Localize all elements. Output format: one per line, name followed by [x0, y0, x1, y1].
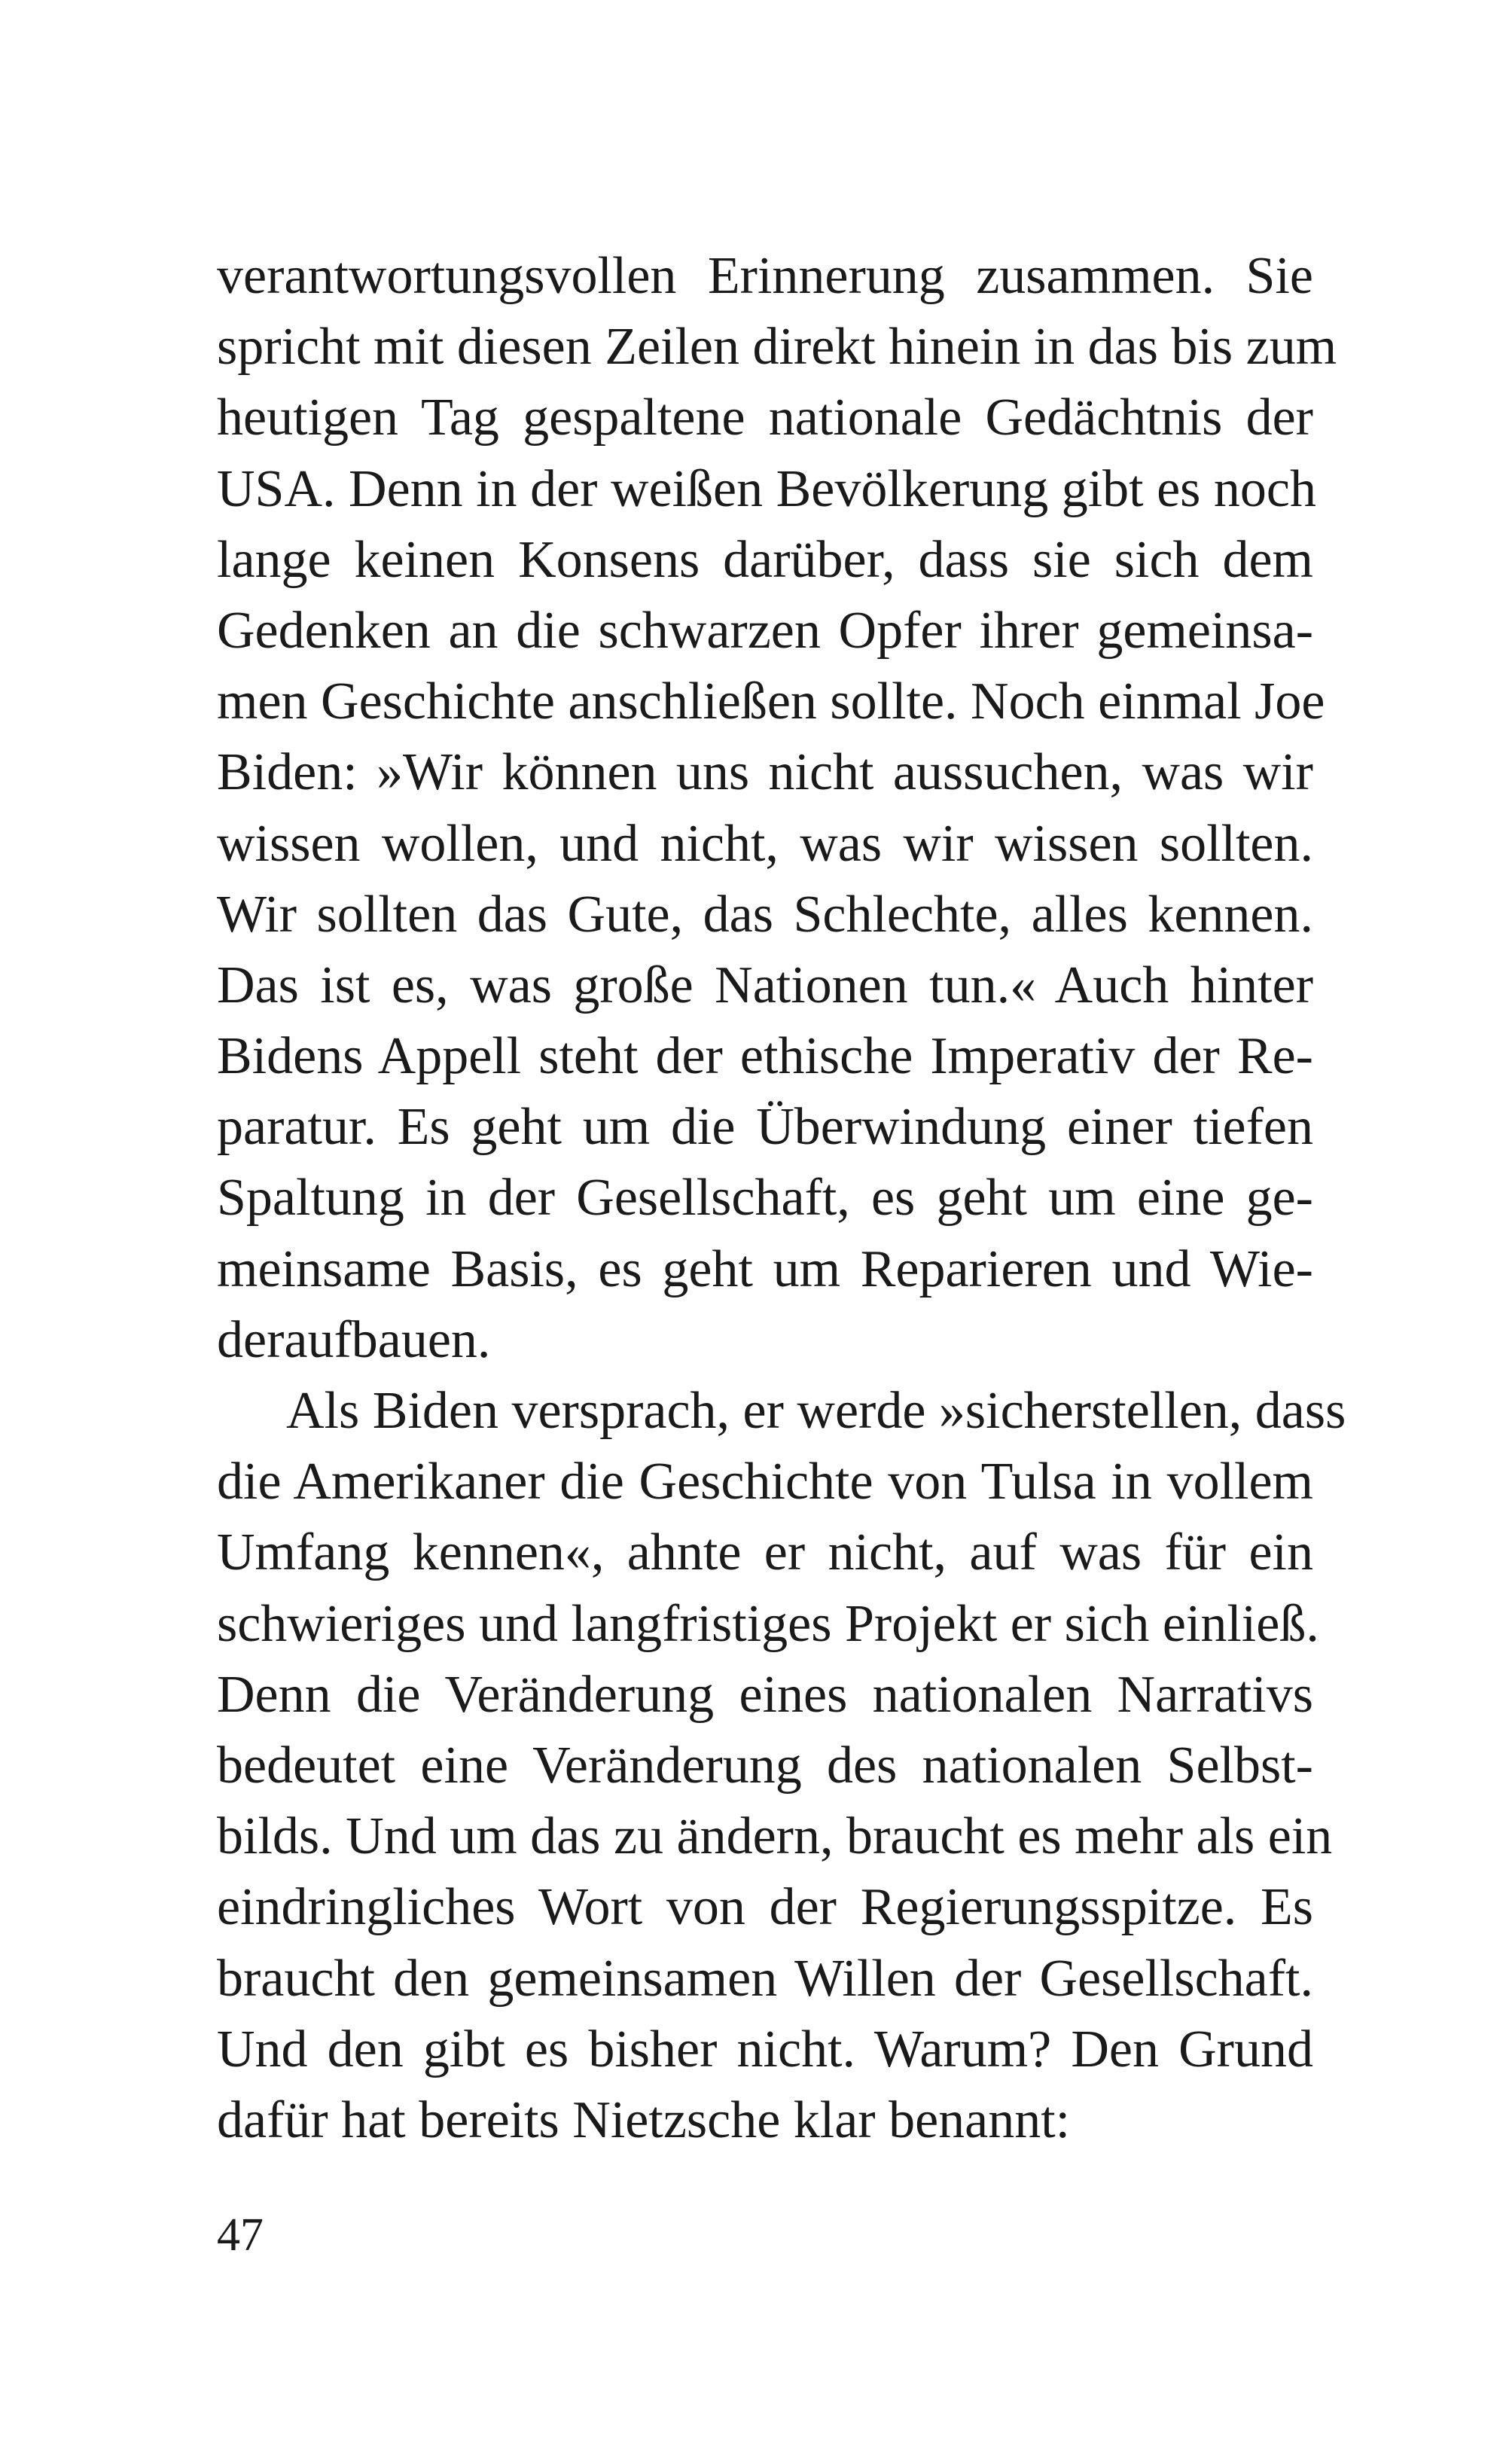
body-text	[217, 241, 1346, 2156]
text-line: dafür hat bereits Nietzsche klar benannt:	[217, 2090, 1071, 2149]
text-line: Biden: »Wir können uns nicht aussuchen, was wir	[217, 743, 1313, 802]
text-line: Spaltung in der Gesellschaft, es geht um eine ge-	[217, 1169, 1313, 1227]
text-line: schwieriges und langfristiges Projekt er sich einließ.	[217, 1594, 1319, 1653]
text-line: Als Biden versprach, er werde »sicherstellen, dass	[286, 1382, 1346, 1440]
text-line: Wir sollten das Gute, das Schlechte, alles kennen.	[217, 885, 1313, 944]
text-line: braucht den gemeinsamen Willen der Gesellschaft.	[217, 1949, 1313, 2008]
paragraph-1	[217, 241, 1337, 1376]
text-line: bilds. Und um das zu ändern, braucht es mehr als ein	[217, 1807, 1333, 1866]
text-line: verantwortungsvollen Erinnerung zusammen. Sie	[217, 247, 1313, 305]
text-line: deraufbauen.	[217, 1310, 491, 1369]
text-line: men Geschichte anschließen sollte. Noch einmal Joe	[217, 672, 1325, 731]
text-line: bedeutet eine Veränderung des nationalen Selbst-	[217, 1736, 1313, 1795]
text-line: Das ist es, was große Nationen tun.« Auch hinter	[217, 956, 1313, 1014]
text-line: Bidens Appell steht der ethische Imperativ der Re-	[217, 1027, 1313, 1086]
paragraph-2	[217, 1376, 1346, 2156]
text-line: Und den gibt es bisher nicht. Warum? Den Grund	[217, 2020, 1313, 2078]
text-line: Denn die Veränderung eines nationalen Narrativs	[217, 1665, 1313, 1724]
text-line: die Amerikaner die Geschichte von Tulsa in vollem	[217, 1453, 1313, 1511]
page-number: 47	[217, 2209, 264, 2261]
text-line: lange keinen Konsens darüber, dass sie sich dem	[217, 530, 1313, 589]
text-line: Gedenken an die schwarzen Opfer ihrer gemeinsa-	[217, 601, 1313, 660]
text-line: USA. Denn in der weißen Bevölkerung gibt es noch	[217, 459, 1316, 518]
text-line: eindringliches Wort von der Regierungsspitze. Es	[217, 1878, 1313, 1937]
text-line: spricht mit diesen Zeilen direkt hinein in das bis zum	[217, 318, 1337, 377]
text-line: wissen wollen, und nicht, was wir wissen sollten.	[217, 814, 1313, 873]
text-line: paratur. Es geht um die Überwindung einer tiefen	[217, 1098, 1313, 1157]
text-line: meinsame Basis, es geht um Reparieren und Wie-	[217, 1240, 1313, 1298]
text-line: Umfang kennen«, ahnte er nicht, auf was für ein	[217, 1523, 1313, 1582]
text-line: heutigen Tag gespaltene nationale Gedächtnis der	[217, 389, 1313, 447]
